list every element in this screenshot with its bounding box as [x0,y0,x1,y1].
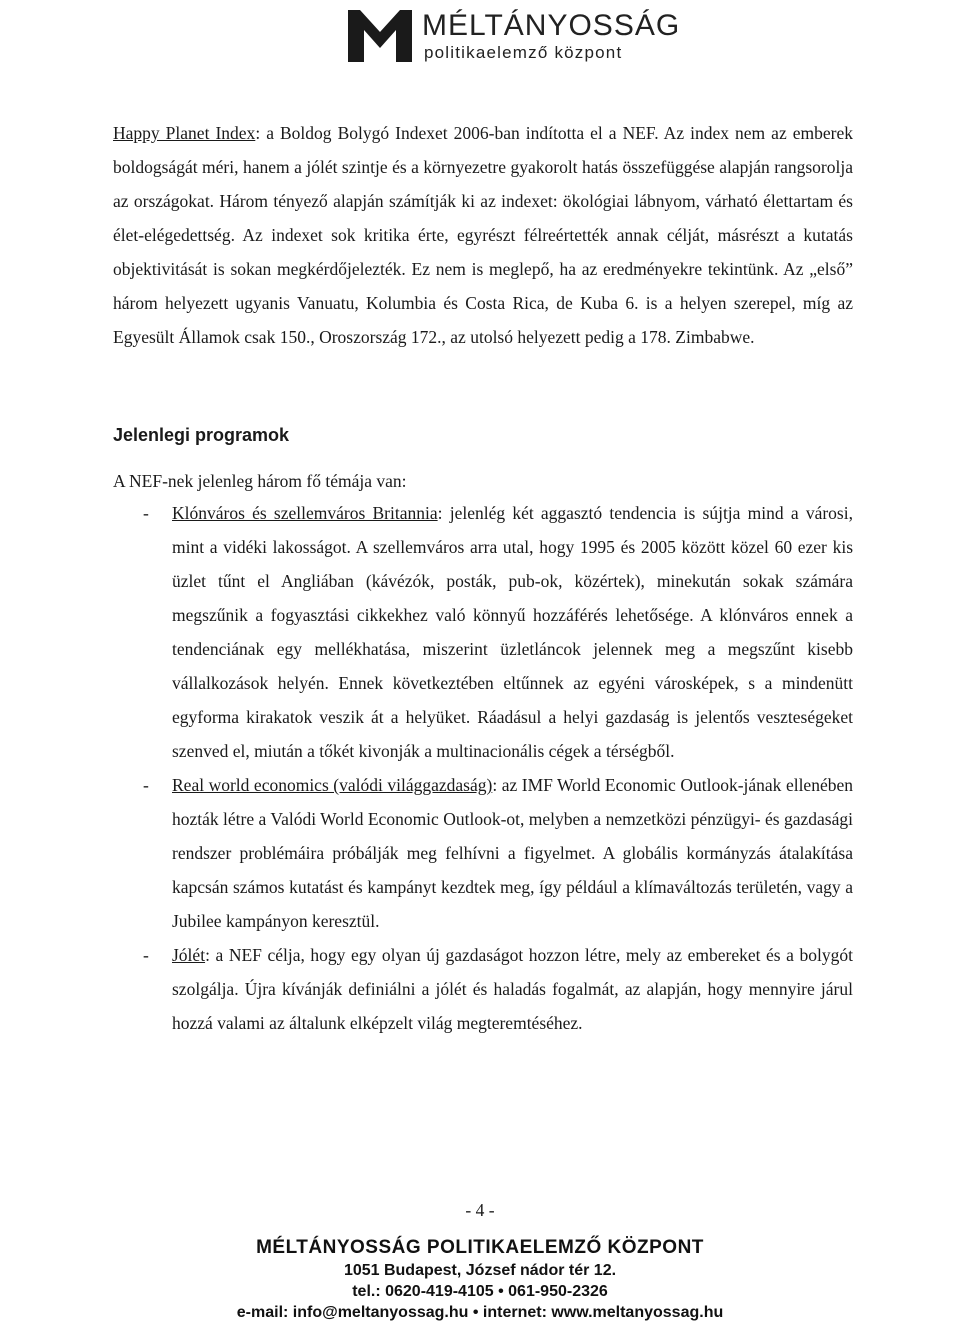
footer-address: 1051 Budapest, József nádor tér 12. [343,1262,617,1279]
link-clone-town[interactable]: Klónváros és szellemváros Britannia [172,503,438,523]
link-wellbeing[interactable]: Jólét [172,945,206,965]
link-happy-planet-index[interactable]: Happy Planet Index [113,123,256,143]
section-heading: Jelenlegi programok [113,425,290,445]
logo-subtitle: politikaelemző központ [424,43,623,62]
list-item-clone-town [113,496,853,768]
list-item-text: : a NEF célja, hogy egy olyan új gazdaságot hozzon létre, mely az embereket és a bolygót szolgálja. Újra kívánják definiálni a jólét és haladás fogalmát, az alapján, hogy mennyire járul hozzá valami az általunk elképzelt világ megteremtéséhez. [172,945,853,1033]
section-intro: A NEF-nek jelenleg három fő témája van: [113,471,407,491]
paragraph-text: : a Boldog Bolygó Indexet 2006-ban indította el a NEF. Az index nem az emberek boldogságát méri, hanem a jólét szintje és a környezetre gyakorolt hatás összefüggése alapján rangsorolja az országokat. Három tényező alapján számítják ki az indexet: ökológiai lábnyom, várható élettartam és élet-elégedettség. Az indexet sok kritika érte, egyrészt félreértették annak célját, másrészt a kutatás objektivitását is sokan megkérdőjelezték. Ez nem is meglepő, ha az eredményekre tekintünk. Az „első” három helyezett ugyanis Vanuatu, Kolumbia és Costa Rica, de Kuba 6. is a helyen szerepel, míg az Egyesült Államok csak 150., Oroszország 172., az utolsó helyezett pedig a 178. Zimbabwe. [113,123,853,347]
footer-org: MÉLTÁNYOSSÁG POLITIKAELEMZŐ KÖZPONT [256,1237,704,1258]
link-real-world-economics[interactable]: Real world economics (valódi világgazdaság) [172,775,493,795]
footer [0,1236,960,1323]
footer-contact: e-mail: info@meltanyossag.hu • internet: www.meltanyossag.hu [236,1304,724,1321]
program-list [113,496,853,1040]
list-item-text: : az IMF World Economic Outlook-jának ellenében hozták létre a Valódi World Economic Outlook-ot, melyben a nemzetközi pénzügyi- és gazdasági rendszer problémáira próbálják meg felhívni a figyelmet. A globális kormányzás átalakítása kapcsán számos kutatást és kampányt kezdtek meg, így például a klímaváltozás területén, vagy a Jubilee kampányon keresztül. [172,775,853,931]
paragraph-happy-planet-index [113,116,853,354]
list-dash: - [143,503,149,523]
page-number: - 4 - [465,1200,495,1220]
list-dash: - [143,775,149,795]
footer-phone: tel.: 0620-419-4105 • 061-950-2326 [352,1283,608,1300]
main-content [113,116,853,354]
header-logo [346,8,681,64]
list-item-text: : jelenlég két aggasztó tendencia is sújtja mind a városi, mint a vidéki lakosságot. A szellemváros arra utal, hogy 1995 és 2005 között közel 60 ezer kis üzlet tűnt el Angliában (kávézók, posták, pub-ok, közértek), minekután sokak számára megszűnik a fogyasztási cikkekhez való könnyű hozzáférés lehetősége. A klónváros ennek a tendenciának egy mellékhatása, miszerint üzletláncok jelennek meg a megszűnt kisebb vállalkozások helyén. Ennek következtében eltűnnek az egyéni városképek, s a mindenütt egyforma kirakatok veszik át a helyüket. Ráadásul a helyi gazdaság is jelentős veszteségeket szenved el, miután a tőkét kivonják a multinacionális cégek a térségből. [172,503,853,761]
list-item-wellbeing [113,938,853,1040]
logo-name: MÉLTÁNYOSSÁG [422,9,681,42]
list-item-real-world-economics [113,768,853,938]
logo-mark-icon [346,8,414,64]
list-dash: - [143,945,149,965]
